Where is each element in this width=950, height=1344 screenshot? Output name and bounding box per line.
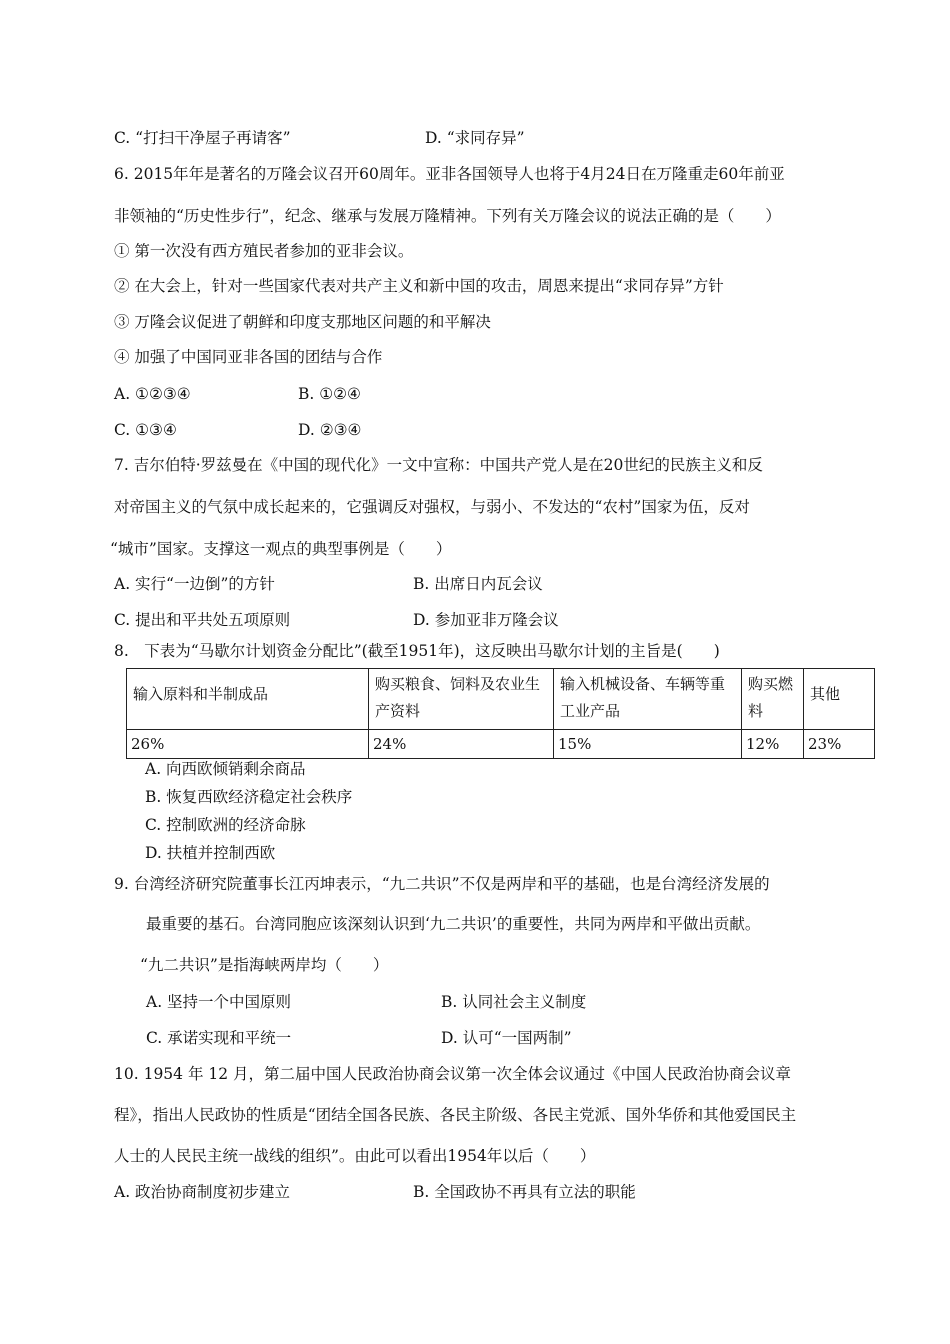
table-cell: 26%	[127, 730, 369, 759]
q7-option-b: B. 出席日内瓦会议	[413, 575, 543, 593]
q6-statement-4: ④ 加强了中国同亚非各国的团结与合作	[114, 348, 383, 366]
q10-option-b: B. 全国政协不再具有立法的职能	[413, 1183, 636, 1201]
q6-statement-1: ① 第一次没有西方殖民者参加的亚非会议。	[114, 242, 414, 260]
table-header-cell: 输入原料和半制成品	[127, 669, 369, 730]
q7-option-c: C. 提出和平共处五项原则	[114, 611, 291, 629]
q7-option-a: A. 实行“一边倒”的方针	[114, 575, 275, 593]
marshall-plan-table	[126, 668, 875, 759]
q9-option-d: D. 认可“一国两制”	[441, 1029, 572, 1047]
q7-option-d: D. 参加亚非万隆会议	[413, 611, 559, 629]
table-cell: 24%	[369, 730, 554, 759]
table-header-cell: 其他	[804, 669, 875, 730]
q9-option-b: B. 认同社会主义制度	[441, 993, 587, 1011]
q6-option-a: A. ①②③④	[114, 385, 191, 403]
q6-option-c: C. ①③④	[114, 421, 177, 439]
table-header-cell: 输入机械设备、车辆等重工业产品	[554, 669, 742, 730]
q9-option-c: C. 承诺实现和平统一	[146, 1029, 292, 1047]
table-header-row	[127, 669, 875, 730]
table-row	[127, 730, 875, 759]
table-cell: 15%	[554, 730, 742, 759]
q5-option-d: D. “求同存异”	[425, 129, 525, 147]
q6-stem-line-2: 非领袖的“历史性步行”，纪念、继承与发展万隆精神。下列有关万隆会议的说法正确的是（ ）	[114, 207, 781, 225]
q10-option-a: A. 政治协商制度初步建立	[114, 1183, 291, 1201]
q8-option-a: A. 向西欧倾销剩余商品	[145, 760, 306, 778]
q8-option-b: B. 恢复西欧经济稳定社会秩序	[145, 788, 353, 806]
table-cell: 23%	[804, 730, 875, 759]
q9-stem-line-2: 最重要的基石。台湾同胞应该深刻认识到‘九二共识’的重要性，共同为两岸和平做出贡献。	[146, 915, 761, 933]
q7-stem-line-3: “城市”国家。支撑这一观点的典型事例是（ ）	[110, 540, 452, 558]
q6-statement-3: ③ 万隆会议促进了朝鲜和印度支那地区问题的和平解决	[114, 313, 491, 331]
q6-option-b: B. ①②④	[298, 385, 361, 403]
q10-stem-line-2: 程》，指出人民政协的性质是“团结全国各民族、各民主阶级、各民主党派、国外华侨和其他爱国民主	[114, 1106, 797, 1124]
q9-option-a: A. 坚持一个中国原则	[146, 993, 292, 1011]
q6-statement-2: ② 在大会上，针对一些国家代表对共产主义和新中国的攻击，周恩来提出“求同存异”方针	[114, 277, 724, 295]
q8-option-d: D. 扶植并控制西欧	[145, 844, 276, 862]
q9-stem-line-3: “九二共识”是指海峡两岸均（ ）	[140, 956, 389, 974]
q5-option-c: C. “打扫干净屋子再请客”	[114, 129, 291, 147]
q7-stem-line-1: 7. 吉尔伯特·罗兹曼在《中国的现代化》一文中宣称：中国共产党人是在20世纪的民族主义和反	[114, 456, 763, 474]
q6-stem-line-1: 6. 2015年年是著名的万隆会议召开60周年。亚非各国领导人也将于4月24日在万隆重走60年前亚	[114, 165, 785, 183]
table-cell: 12%	[742, 730, 804, 759]
table-header-cell: 购买粮食、饲料及农业生产资料	[369, 669, 554, 730]
q10-stem-line-1: 10. 1954 年 12 月，第二届中国人民政治协商会议第一次全体会议通过《中国人民政治协商会议章	[114, 1065, 792, 1083]
q9-stem-line-1: 9. 台湾经济研究院董事长江丙坤表示，“九二共识”不仅是两岸和平的基础，也是台湾经济发展的	[114, 875, 770, 893]
table-header-cell: 购买燃料	[742, 669, 804, 730]
q6-option-d: D. ②③④	[298, 421, 362, 439]
q8-stem: 8. 下表为“马歇尔计划资金分配比”(截至1951年)，这反映出马歇尔计划的主旨是( )	[114, 642, 720, 660]
q7-stem-line-2: 对帝国主义的气氛中成长起来的，它强调反对强权，与弱小、不发达的“农村”国家为伍，反对	[114, 498, 750, 516]
q8-option-c: C. 控制欧洲的经济命脉	[145, 816, 306, 834]
q10-stem-line-3: 人士的人民民主统一战线的组织”。由此可以看出1954年以后（ ）	[114, 1147, 596, 1165]
